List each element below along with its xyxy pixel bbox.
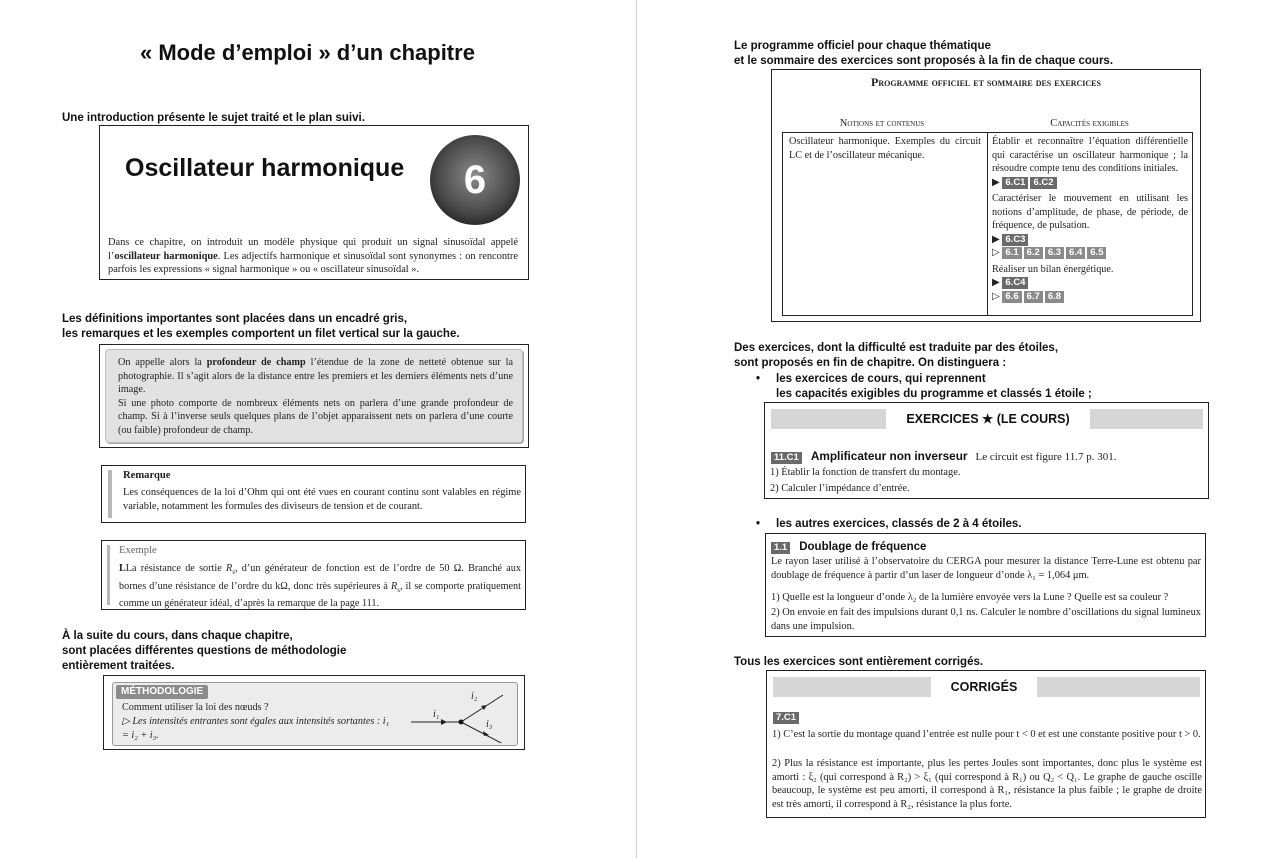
- corrige-tag[interactable]: 7.C1: [773, 712, 799, 724]
- program-capacities: [992, 135, 1188, 303]
- capacity-2: Caractériser le mouvement en utilisant les notions d’amplitude, de phase, de période, de fréquence, de pulsation.: [992, 193, 1188, 231]
- definition-frame: [99, 344, 529, 448]
- program-col-notions: Notions et contenus: [839, 118, 925, 129]
- chapter-title: Oscillateur harmonique: [125, 154, 405, 182]
- label-i1: i₁: [433, 709, 440, 720]
- methodology-label: MÉTHODOLOGIE: [116, 685, 208, 699]
- example-title: Exemple: [119, 545, 157, 556]
- exercise-tag[interactable]: 6.5: [1087, 247, 1106, 259]
- exercise-other-title-line: [771, 537, 926, 555]
- label-i3: i₃: [486, 719, 493, 730]
- exercises-cours-box: [764, 402, 1209, 499]
- caption-corriges: Tous les exercices sont entièrement corrigés.: [734, 656, 984, 668]
- chapter-intro-text: Dans ce chapitre, on introduit un modèle physique qui produit un signal sinusoïdal appelé l’oscillateur harmonique. Les adjectifs harmonique et sinusoïdal sont synonymes : on rencontre parfois les expressions « signal harmonique » ou « oscillateur sinusoïdal ».: [108, 237, 518, 276]
- capacity-2-exercises: ▷ 6.1 6.2 6.3 6.4 6.5: [992, 246, 1188, 260]
- corriges-box: [766, 670, 1206, 818]
- corriges-bar-left: [773, 677, 931, 697]
- branch-i3-arrow: [483, 731, 489, 736]
- exercise-other-text: Le rayon laser utilisé à l’observatoire du CERGA pour mesurer la distance Terre-Lune est obtenu par doublage de fréquence à partir d’un laser de longueur d’onde λ₁ = 1,064 μm.: [771, 556, 1201, 581]
- remark-rule: [108, 470, 112, 518]
- remark-box: [101, 465, 526, 523]
- definition-box: [105, 349, 523, 443]
- exercise-question-2: 2) Calculer l’impédance d’entrée.: [770, 483, 910, 494]
- exercise-tag[interactable]: 6.2: [1024, 247, 1043, 259]
- caption-exercises-2: sont proposés en fin de chapitre. On distinguera :: [734, 357, 1007, 369]
- exercise-other-title: Doublage de fréquence: [799, 541, 927, 553]
- ref-tag[interactable]: 6.C4: [1002, 277, 1028, 289]
- bullet-1-line-2: les capacités exigibles du programme et classés 1 étoile ;: [776, 388, 1092, 400]
- exercise-subtitle: Le circuit est figure 11.7 p. 301.: [975, 451, 1117, 463]
- exercise-tag[interactable]: 1.1: [771, 542, 790, 554]
- exercise-tag[interactable]: 6.1: [1002, 247, 1021, 259]
- node-dot: [459, 720, 464, 725]
- page-divider: [636, 0, 637, 858]
- exercise-tag[interactable]: 6.4: [1066, 247, 1085, 259]
- program-title: Programme officiel et sommaire des exercices: [871, 75, 1101, 89]
- exercise-question-1: 1) Établir la fonction de transfert du montage.: [770, 467, 961, 478]
- page-title: « Mode d’emploi » d’un chapitre: [140, 40, 475, 65]
- program-box: [771, 69, 1201, 322]
- corrige-paragraph-2: 2) Plus la résistance est importante, plus les pertes Joules sont importantes, donc plus le système est amorti : ξ₂ (qui correspond à R₂) > ξ₁ (qui correspond à R₁) ou Q₂ < Q₁. Le graphe de gauche oscille beaucoup, le système est peu amorti, il correspond à R₁, résistance la plus faible ; le graphe de droite est très amorti, il correspond à R₂, résistance la plus forte.: [772, 758, 1202, 810]
- capacity-1: Établir et reconnaître l’équation différentielle qui caractérise un oscillateur harmonique ; la résoudre compte tenu des conditions initiales.: [992, 136, 1188, 174]
- exercise-tag[interactable]: 6.7: [1024, 291, 1043, 303]
- definition-paragraph-2: Si une photo comporte de nombreux éléments nets on parlera d’une grande profondeur de champ. Si à l’inverse seuls quelques plans de l’objet apparaissent nets on parlera d’une courte (ou faible) profondeur de champ.: [118, 397, 513, 436]
- caption-methodology-2: sont placées différentes questions de méthodologie: [62, 645, 347, 657]
- caption-definitions-1: Les définitions importantes sont placées dans un encadré gris,: [62, 313, 408, 325]
- exercise-tag[interactable]: 6.6: [1002, 291, 1021, 303]
- bullet-dot-1: •: [756, 373, 761, 385]
- exercise-title-line: [771, 447, 1201, 465]
- methodology-question: Comment utiliser la loi des nœuds ?: [122, 702, 269, 713]
- methodology-box: [112, 682, 518, 746]
- caption-methodology-3: entièrement traitées.: [62, 660, 175, 672]
- exercise-other-question-1: 1) Quelle est la longueur d’onde λ₂ de la lumière envoyée vers la Lune ? Quelle est sa couleur ?: [771, 592, 1169, 603]
- bullet-1-line-1: les exercices de cours, qui reprennent: [776, 373, 986, 385]
- example-text: LLa résistance de sortie $R_s$, d’un générateur de fonction est de l’ordre de 50 Ω. Branché aux bornes d’une résistance de l’ordre du kΩ, donc très supérieures à $R_s$, il se comporte pratiquement comme un générateur idéal, d’après la remarque de la page 111.: [119, 563, 521, 610]
- branch-i3-line: [461, 722, 505, 743]
- corrige-paragraph-1: 1) C’est la sortie du montage quand l’entrée est nulle pour t < 0 et est une constante positive pour t > 0.: [772, 729, 1201, 740]
- exercise-tag[interactable]: 6.3: [1045, 247, 1064, 259]
- definition-text: [118, 356, 513, 438]
- header-bar-left: [771, 409, 886, 429]
- bullet-dot-2: •: [756, 518, 761, 530]
- methodology-frame: [103, 675, 525, 750]
- corriges-bar-right: [1037, 677, 1200, 697]
- bullet-2-line: les autres exercices, classés de 2 à 4 étoiles.: [776, 518, 1022, 530]
- capacity-2-refs: ▶ 6.C3: [992, 233, 1188, 247]
- capacity-3-refs: ▶ 6.C4: [992, 276, 1188, 290]
- branch-i2-arrow: [481, 705, 487, 710]
- exercise-other-question-2: 2) On envoie en fait des impulsions durant 0,1 ns. Calculer le nombre d’oscillations du signal lumineux dans une impulsion.: [771, 607, 1201, 632]
- exercises-cours-header: EXERCICES ★ (LE COURS): [906, 412, 1070, 426]
- ref-tag[interactable]: 6.C3: [1002, 234, 1028, 246]
- exercise-title: Amplificateur non inverseur: [810, 449, 968, 463]
- program-notion: Oscillateur harmonique. Exemples du circuit LC et de l’oscillateur mécanique.: [789, 136, 981, 161]
- header-bar-right: [1090, 409, 1203, 429]
- ref-tag[interactable]: 6.C2: [1030, 177, 1056, 189]
- branch-i2-line: [461, 695, 503, 722]
- program-col-capacites: Capacités exigibles: [1050, 118, 1129, 129]
- caption-exercises-1: Des exercices, dont la difficulté est traduite par des étoiles,: [734, 342, 1059, 354]
- chapter-intro-box: [99, 125, 529, 280]
- caption-methodology-1: À la suite du cours, dans chaque chapitre,: [62, 630, 293, 642]
- caption-intro: Une introduction présente le sujet traité et le plan suivi.: [62, 112, 365, 124]
- label-i2: i₂: [471, 691, 478, 702]
- example-rule: [107, 545, 110, 605]
- chapter-number-badge: [430, 135, 520, 225]
- caption-program-1: Le programme officiel pour chaque thématique: [734, 40, 991, 52]
- remark-title: Remarque: [123, 470, 171, 481]
- program-table: [782, 132, 1193, 316]
- remark-text: Les conséquences de la loi d’Ohm qui ont été vues en courant continu sont valables en régime variable, notamment les formules des diviseurs de tension et de courant.: [123, 487, 521, 512]
- caption-program-2: et le sommaire des exercices sont proposés à la fin de chaque cours.: [734, 55, 1114, 67]
- capacity-3-exercises: ▷ 6.6 6.7 6.8: [992, 290, 1188, 304]
- program-col-separator: [987, 133, 988, 315]
- example-box: [101, 540, 526, 610]
- exercise-tag[interactable]: 11.C1: [771, 452, 802, 464]
- ref-tag[interactable]: 6.C1: [1002, 177, 1028, 189]
- capacity-1-refs: ▶ 6.C1 6.C2: [992, 176, 1188, 190]
- node-diagram: [411, 687, 511, 743]
- capacity-3: Réaliser un bilan énergétique.: [992, 263, 1114, 275]
- exercise-other-box: [765, 533, 1206, 637]
- methodology-answer: ▷ Les intensités entrantes sont égales aux intensités sortantes : i₁ = i₂ + i₃.: [122, 716, 390, 741]
- chapter-number: 6: [463, 157, 487, 202]
- exercise-tag[interactable]: 6.8: [1045, 291, 1064, 303]
- definition-paragraph-1: On appelle alors la profondeur de champ l’étendue de la zone de netteté obtenue sur la photographie. Il s’agit alors de la distance entre les premiers et les derniers éléments nets d’une image.: [118, 357, 513, 396]
- caption-definitions-2: les remarques et les exemples comportent un filet vertical sur la gauche.: [62, 328, 460, 340]
- corriges-header: CORRIGÉS: [950, 680, 1018, 694]
- branch-i1-arrow: [441, 719, 447, 725]
